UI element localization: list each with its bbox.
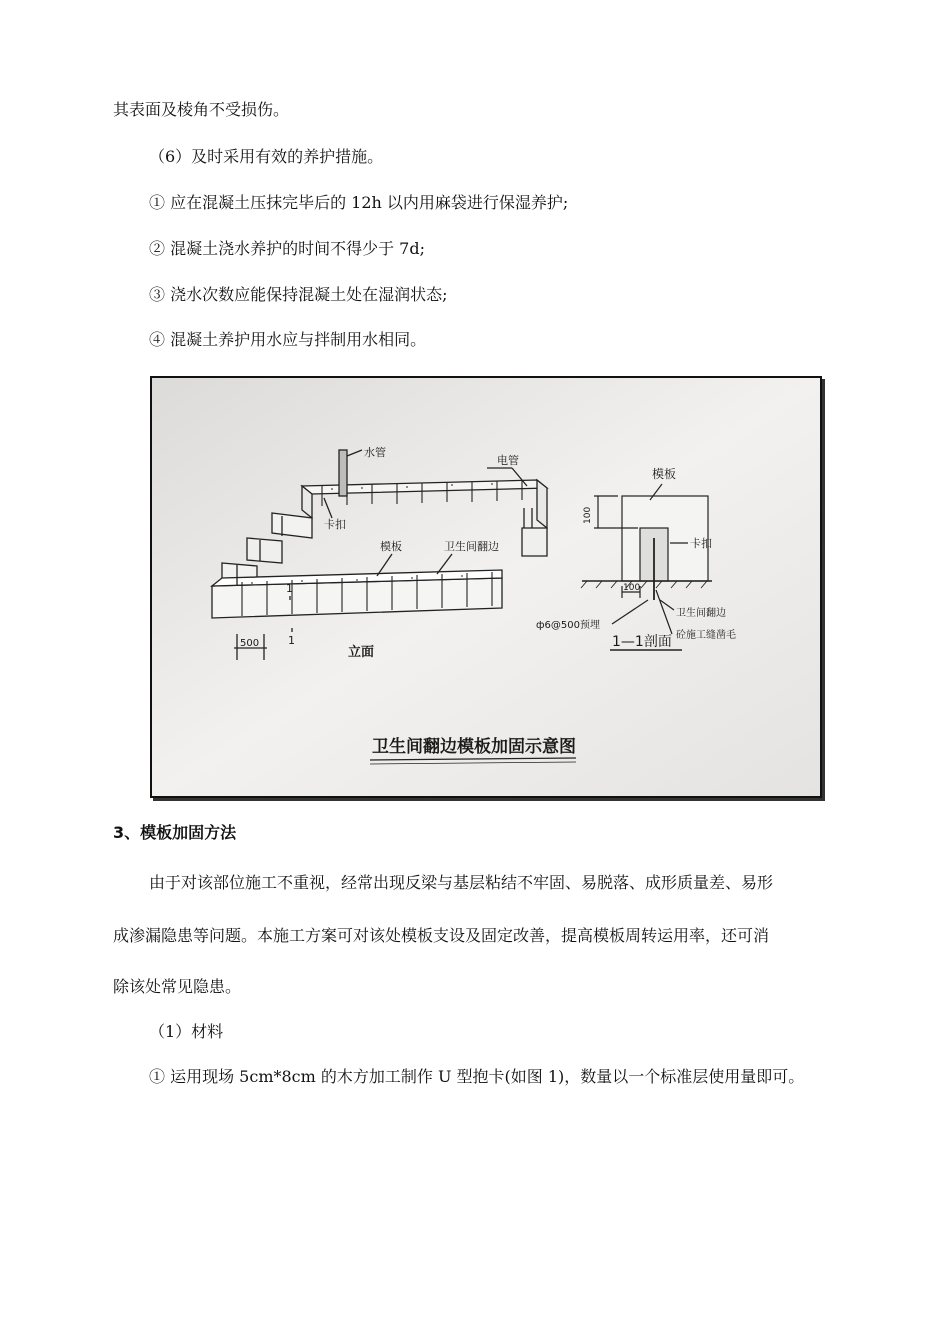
paragraph-line: ① 应在混凝土压抹完毕后的 12h 以内用麻袋进行保湿养护; bbox=[149, 193, 569, 212]
paragraph-line: ④ 混凝土养护用水应与拌制用水相同。 bbox=[149, 330, 427, 349]
paragraph-line: ③ 浇水次数应能保持混凝土处在湿润状态; bbox=[149, 285, 448, 304]
label-roughen: 砼施工缝凿毛 bbox=[676, 630, 736, 641]
label-electric-pipe: 电管 bbox=[497, 454, 519, 467]
diagram-drawing bbox=[152, 378, 820, 796]
label-formwork: 模板 bbox=[380, 540, 402, 553]
paragraph-line: 除该处常见隐患。 bbox=[113, 977, 242, 996]
label-section-flange: 卫生间翻边 bbox=[676, 608, 726, 619]
figure-caption: 卫生间翻边模板加固示意图 bbox=[372, 737, 576, 757]
label-section-formwork: 模板 bbox=[652, 467, 677, 481]
formwork-diagram-figure bbox=[150, 376, 822, 798]
section-heading: 3、模板加固方法 bbox=[113, 823, 237, 842]
label-water-pipe: 水管 bbox=[364, 446, 386, 459]
paragraph-line: 成渗漏隐患等问题。本施工方案可对该处模板支设及固定改善，提高模板周转运用率，还可消 bbox=[113, 926, 770, 945]
label-height-dim: 100 bbox=[583, 506, 593, 524]
paragraph-line: ② 混凝土浇水养护的时间不得少于 7d; bbox=[149, 239, 425, 258]
label-section-mark: 1 bbox=[286, 582, 293, 595]
subsection-heading: （1）材料 bbox=[149, 1022, 224, 1041]
label-rebar: ф6@500预埋 bbox=[536, 620, 600, 631]
label-elevation: 立面 bbox=[348, 645, 375, 660]
paragraph-line: ① 运用现场 5cm*8cm 的木方加工制作 U 型抱卡(如图 1)，数量以一个标准层使用量即可。 bbox=[149, 1067, 805, 1086]
label-section-mark: 1 bbox=[288, 634, 295, 647]
label-width-dim: 100 bbox=[623, 583, 641, 593]
paragraph-line: 其表面及棱角不受损伤。 bbox=[113, 100, 290, 119]
label-spacing: 500 bbox=[240, 638, 260, 649]
paragraph-line: （6）及时采用有效的养护措施。 bbox=[149, 147, 384, 166]
label-clip: 卡扣 bbox=[324, 518, 346, 531]
paragraph-line: 由于对该部位施工不重视，经常出现反梁与基层粘结不牢固、易脱落、成形质量差、易形 bbox=[149, 873, 774, 892]
label-section-clip: 卡扣 bbox=[690, 537, 712, 550]
label-bathroom-flange: 卫生间翻边 bbox=[444, 540, 499, 553]
label-section-title: 1—1剖面 bbox=[612, 634, 672, 650]
